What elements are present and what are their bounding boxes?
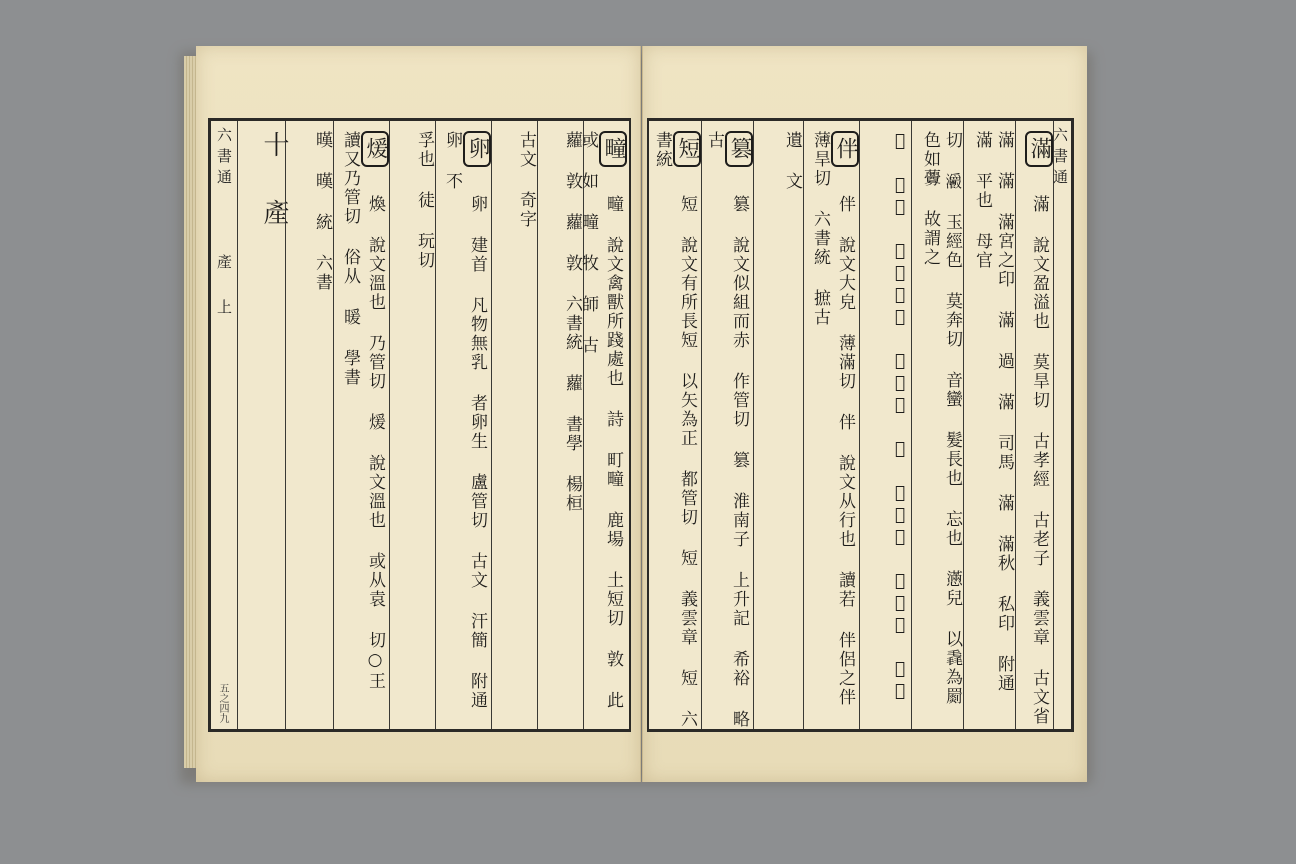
column-text: 疃 說文禽獸所踐處也 詩 町疃 鹿場 土短切 敦 此 或 如 疃 牧 師 古: [578, 131, 623, 710]
text-column: [491, 121, 537, 729]
right-page: [642, 46, 1087, 782]
text-column: [911, 121, 963, 729]
spine-title: 六書通: [1051, 127, 1069, 190]
text-column: [803, 121, 859, 729]
column-text: 十 產: [259, 131, 289, 231]
left-page-frame: [208, 118, 631, 732]
column-text: 伴 說文大皃 薄滿切 伴 說文从行也 讀若 伴侶之伴 薄旱切 六書統 摭古: [810, 131, 855, 707]
text-column: [435, 121, 491, 729]
text-column: [701, 121, 753, 729]
left-page: [196, 46, 641, 782]
right-page-frame: [647, 118, 1074, 732]
text-column: [963, 121, 1015, 729]
headword: 煖: [361, 131, 389, 167]
column-text: 滿 說文盈溢也 莫旱切 古孝經 古老子 義雲章 古文省: [1029, 195, 1049, 726]
headword: 短: [673, 131, 701, 167]
page-number: 五之四九: [217, 683, 228, 723]
column-text: 短 說文有所長短 以矢為正 都管切 短 義雲章 短 六書統: [652, 131, 697, 729]
text-column: [237, 121, 289, 729]
column-text: 𦓤 詩曰 毳衣如𦓤 莫奔切 㒼 松心木 平目也 音蠻: [890, 131, 910, 703]
column-text: 卵 建首 凡物無乳 者卵生 盧管切 古文 汗簡 附通 卵 不: [442, 131, 487, 710]
headword: 滿: [1025, 131, 1053, 167]
text-column: [389, 121, 435, 729]
headword: 伴: [831, 131, 859, 167]
text-column: [578, 121, 627, 729]
spine-rhyme: 產: [215, 254, 233, 275]
left-page-spine: [211, 121, 235, 729]
right-page-spine: [1053, 121, 1071, 729]
column-text: 暵 暵 統 六書: [312, 131, 332, 292]
headword: 疃: [599, 131, 627, 167]
text-column: [859, 121, 911, 729]
column-text: 煥 說文溫也 乃管切 煖 說文溫也 或从袁 切○王 讀又乃管切 俗从 暖 學書: [340, 131, 385, 691]
column-text: 蘿 敦 蘿 敦 六書統 蘿 書學 楊桓: [562, 131, 582, 513]
text-column: [649, 121, 701, 729]
text-column: [333, 121, 389, 729]
column-text: 切 𤅥 玉經色 莫奔切 音蠻 髮長也 忘也 懣兒 以毳為罽 色如虋 故謂之: [920, 131, 962, 706]
text-column: [285, 121, 333, 729]
column-text: 篡 說文似組而赤 作管切 篡 淮南子 上升記 希裕 略古: [704, 131, 749, 729]
column-text: 遺 文: [782, 131, 802, 191]
column-text: 古文 奇字: [516, 131, 536, 229]
column-text: 滿 滿 滿宮之印 滿 過 滿 司馬 滿 滿秋 私印 附通 滿 平也 母官: [972, 131, 1014, 693]
headword: 篡: [725, 131, 753, 167]
headword: 卵: [463, 131, 491, 167]
spine-volume: 上: [215, 299, 233, 320]
column-text: 孚也 徒 玩切: [414, 131, 434, 270]
spine-title: 六書通: [215, 127, 233, 190]
text-column: [1015, 121, 1053, 729]
text-column: [753, 121, 803, 729]
